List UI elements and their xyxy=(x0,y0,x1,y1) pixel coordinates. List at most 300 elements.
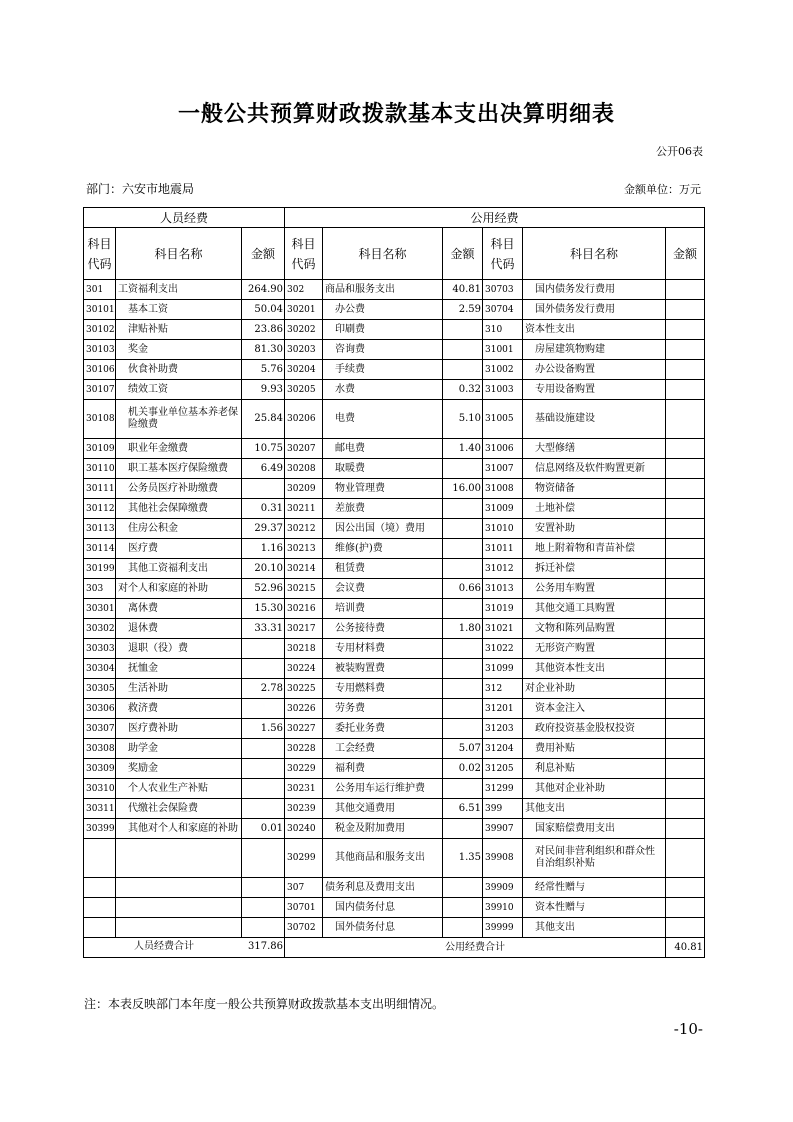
amount-unit-label: 金额单位：万元 xyxy=(624,183,701,196)
table-row xyxy=(84,878,705,898)
name-cell: 生活补助 xyxy=(116,679,242,699)
table-row xyxy=(84,459,705,479)
code-cell: 307 xyxy=(285,878,323,898)
amount-cell xyxy=(443,519,483,539)
table-row xyxy=(84,779,705,799)
amount-cell xyxy=(666,320,705,340)
table-row xyxy=(84,559,705,579)
amount-cell xyxy=(666,619,705,639)
name-cell: 其他工资福利支出 xyxy=(116,559,242,579)
code-cell: 30304 xyxy=(84,659,116,679)
code-cell: 30216 xyxy=(285,599,323,619)
name-cell: 文物和陈列品购置 xyxy=(523,619,666,639)
name-cell: 公务用车购置 xyxy=(523,579,666,599)
name-cell: 其他社会保障缴费 xyxy=(116,499,242,519)
name-cell: 绩效工资 xyxy=(116,380,242,400)
code-cell xyxy=(84,839,116,878)
code-cell: 30107 xyxy=(84,380,116,400)
name-cell xyxy=(116,898,242,918)
amount-cell xyxy=(242,659,285,679)
amount-cell xyxy=(443,679,483,699)
code-cell: 303 xyxy=(84,579,116,599)
code-cell: 399 xyxy=(483,799,523,819)
amount-cell xyxy=(666,459,705,479)
name-cell: 国内债务付息 xyxy=(323,898,443,918)
amount-cell: 1.56 xyxy=(242,719,285,739)
table-row xyxy=(84,819,705,839)
amount-cell: 0.02 xyxy=(443,759,483,779)
table-number: 公开06表 xyxy=(656,145,703,158)
table-row xyxy=(84,699,705,719)
code-cell: 30299 xyxy=(285,839,323,878)
name-cell: 资本金注入 xyxy=(523,699,666,719)
code-cell: 30701 xyxy=(285,898,323,918)
column-header-code: 科目代码 xyxy=(483,228,523,280)
table-row xyxy=(84,400,705,439)
column-header-code: 科目代码 xyxy=(285,228,323,280)
code-cell: 31013 xyxy=(483,579,523,599)
amount-cell xyxy=(443,459,483,479)
amount-cell xyxy=(666,699,705,719)
amount-cell xyxy=(242,799,285,819)
amount-cell: 2.78 xyxy=(242,679,285,699)
name-cell: 公务接待费 xyxy=(323,619,443,639)
name-cell: 国家赔偿费用支出 xyxy=(523,819,666,839)
amount-cell: 1.80 xyxy=(443,619,483,639)
amount-cell xyxy=(666,559,705,579)
name-cell: 水费 xyxy=(323,380,443,400)
code-cell: 30309 xyxy=(84,759,116,779)
name-cell: 拆迁补偿 xyxy=(523,559,666,579)
code-cell: 312 xyxy=(483,679,523,699)
name-cell: 医疗费 xyxy=(116,539,242,559)
code-cell: 31008 xyxy=(483,479,523,499)
amount-cell xyxy=(443,898,483,918)
amount-cell xyxy=(666,639,705,659)
code-cell: 30108 xyxy=(84,400,116,439)
code-cell: 30229 xyxy=(285,759,323,779)
name-cell: 咨询费 xyxy=(323,340,443,360)
name-cell: 其他商品和服务支出 xyxy=(323,839,443,878)
name-cell: 地上附着物和青苗补偿 xyxy=(523,539,666,559)
code-cell: 30225 xyxy=(285,679,323,699)
name-cell: 其他对企业补助 xyxy=(523,779,666,799)
code-cell: 30202 xyxy=(285,320,323,340)
name-cell: 邮电费 xyxy=(323,439,443,459)
amount-cell xyxy=(666,779,705,799)
table-row xyxy=(84,340,705,360)
name-cell: 代缴社会保险费 xyxy=(116,799,242,819)
name-cell: 利息补贴 xyxy=(523,759,666,779)
name-cell: 印刷费 xyxy=(323,320,443,340)
code-cell: 30303 xyxy=(84,639,116,659)
name-cell: 会议费 xyxy=(323,579,443,599)
name-cell: 租赁费 xyxy=(323,559,443,579)
name-cell: 其他对个人和家庭的补助 xyxy=(116,819,242,839)
code-cell: 30106 xyxy=(84,360,116,380)
name-cell: 离休费 xyxy=(116,599,242,619)
amount-cell xyxy=(666,400,705,439)
amount-cell xyxy=(242,779,285,799)
code-cell: 30214 xyxy=(285,559,323,579)
amount-cell xyxy=(666,918,705,938)
column-header-amount: 金额 xyxy=(443,228,483,280)
name-cell xyxy=(116,839,242,878)
amount-cell xyxy=(242,878,285,898)
name-cell: 伙食补助费 xyxy=(116,360,242,380)
code-cell: 30111 xyxy=(84,479,116,499)
code-cell: 30310 xyxy=(84,779,116,799)
code-cell: 30231 xyxy=(285,779,323,799)
code-cell: 30209 xyxy=(285,479,323,499)
code-cell: 30306 xyxy=(84,699,116,719)
amount-cell: 81.30 xyxy=(242,340,285,360)
name-cell: 电费 xyxy=(323,400,443,439)
name-cell: 政府投资基金股权投资 xyxy=(523,719,666,739)
code-cell: 30205 xyxy=(285,380,323,400)
amount-cell xyxy=(443,819,483,839)
code-cell: 30199 xyxy=(84,559,116,579)
amount-cell: 9.93 xyxy=(242,380,285,400)
code-cell: 310 xyxy=(483,320,523,340)
amount-cell xyxy=(242,639,285,659)
code-cell: 301 xyxy=(84,280,116,300)
amount-cell xyxy=(666,719,705,739)
table-row xyxy=(84,519,705,539)
code-cell: 30702 xyxy=(285,918,323,938)
name-cell xyxy=(116,918,242,938)
amount-cell xyxy=(666,898,705,918)
name-cell: 住房公积金 xyxy=(116,519,242,539)
personnel-total-cell xyxy=(84,938,285,958)
amount-cell: 5.07 xyxy=(443,739,483,759)
code-cell: 30224 xyxy=(285,659,323,679)
name-cell: 取暖费 xyxy=(323,459,443,479)
table-row xyxy=(84,739,705,759)
amount-cell xyxy=(666,360,705,380)
code-cell: 39999 xyxy=(483,918,523,938)
table-row xyxy=(84,659,705,679)
code-cell xyxy=(84,878,116,898)
amount-cell xyxy=(242,898,285,918)
table-row xyxy=(84,719,705,739)
name-cell: 房屋建筑物购建 xyxy=(523,340,666,360)
code-cell: 30102 xyxy=(84,320,116,340)
amount-cell: 40.81 xyxy=(443,280,483,300)
name-cell: 基础设施建设 xyxy=(523,400,666,439)
amount-cell xyxy=(666,380,705,400)
name-cell: 工会经费 xyxy=(323,739,443,759)
code-cell: 30226 xyxy=(285,699,323,719)
name-cell: 费用补贴 xyxy=(523,739,666,759)
amount-cell xyxy=(666,679,705,699)
column-header-name: 科目名称 xyxy=(116,228,242,280)
code-cell: 30101 xyxy=(84,300,116,320)
code-cell: 31011 xyxy=(483,539,523,559)
amount-cell: 33.31 xyxy=(242,619,285,639)
amount-cell xyxy=(666,878,705,898)
table-row xyxy=(84,479,705,499)
code-cell: 31002 xyxy=(483,360,523,380)
name-cell: 抚恤金 xyxy=(116,659,242,679)
amount-cell xyxy=(666,759,705,779)
code-cell xyxy=(84,918,116,938)
amount-cell: 2.59 xyxy=(443,300,483,320)
name-cell: 奖励金 xyxy=(116,759,242,779)
code-cell: 30399 xyxy=(84,819,116,839)
code-cell: 39909 xyxy=(483,878,523,898)
name-cell: 安置补助 xyxy=(523,519,666,539)
amount-cell: 0.66 xyxy=(443,579,483,599)
amount-cell xyxy=(443,779,483,799)
group-header-personnel: 人员经费 xyxy=(84,208,285,228)
name-cell: 机关事业单位基本养老保险缴费 xyxy=(116,400,242,439)
code-cell: 30218 xyxy=(285,639,323,659)
amount-cell: 25.84 xyxy=(242,400,285,439)
amount-cell: 15.30 xyxy=(242,599,285,619)
code-cell: 31003 xyxy=(483,380,523,400)
table-row xyxy=(84,300,705,320)
code-cell: 30110 xyxy=(84,459,116,479)
amount-cell: 1.16 xyxy=(242,539,285,559)
name-cell: 其他交通工具购置 xyxy=(523,599,666,619)
code-cell: 30201 xyxy=(285,300,323,320)
name-cell: 奖金 xyxy=(116,340,242,360)
code-cell: 39910 xyxy=(483,898,523,918)
name-cell: 经常性赠与 xyxy=(523,878,666,898)
column-header-code: 科目代码 xyxy=(84,228,116,280)
name-cell: 培训费 xyxy=(323,599,443,619)
code-cell: 30227 xyxy=(285,719,323,739)
name-cell: 其他支出 xyxy=(523,918,666,938)
amount-cell: 6.51 xyxy=(443,799,483,819)
name-cell: 差旅费 xyxy=(323,499,443,519)
name-cell: 福利费 xyxy=(323,759,443,779)
code-cell: 30239 xyxy=(285,799,323,819)
code-cell: 31021 xyxy=(483,619,523,639)
code-cell: 30704 xyxy=(483,300,523,320)
name-cell: 大型修缮 xyxy=(523,439,666,459)
amount-cell xyxy=(666,439,705,459)
column-header-amount: 金额 xyxy=(242,228,285,280)
name-cell: 津贴补贴 xyxy=(116,320,242,340)
amount-cell: 50.04 xyxy=(242,300,285,320)
amount-cell xyxy=(666,340,705,360)
name-cell: 专用设备购置 xyxy=(523,380,666,400)
name-cell: 退职（役）费 xyxy=(116,639,242,659)
code-cell: 30305 xyxy=(84,679,116,699)
page-number: -10- xyxy=(673,1020,703,1038)
amount-cell xyxy=(666,519,705,539)
code-cell: 30211 xyxy=(285,499,323,519)
code-cell: 31201 xyxy=(483,699,523,719)
name-cell: 其他资本性支出 xyxy=(523,659,666,679)
code-cell: 30308 xyxy=(84,739,116,759)
code-cell: 30302 xyxy=(84,619,116,639)
table-row xyxy=(84,619,705,639)
code-cell: 31005 xyxy=(483,400,523,439)
name-cell: 对个人和家庭的补助 xyxy=(116,579,242,599)
table-note: 注：本表反映部门本年度一般公共预算财政拨款基本支出明细情况。 xyxy=(84,997,445,1011)
amount-cell: 1.40 xyxy=(443,439,483,459)
name-cell: 劳务费 xyxy=(323,699,443,719)
name-cell: 债务利息及费用支出 xyxy=(323,878,443,898)
amount-cell xyxy=(666,280,705,300)
amount-cell xyxy=(666,599,705,619)
code-cell: 31010 xyxy=(483,519,523,539)
code-cell: 31019 xyxy=(483,599,523,619)
name-cell xyxy=(116,878,242,898)
public-total-value: 40.81 xyxy=(666,938,705,958)
code-cell: 30307 xyxy=(84,719,116,739)
amount-cell xyxy=(666,659,705,679)
table-row xyxy=(84,759,705,779)
amount-cell: 0.31 xyxy=(242,499,285,519)
amount-cell xyxy=(242,839,285,878)
name-cell: 个人农业生产补贴 xyxy=(116,779,242,799)
name-cell: 手续费 xyxy=(323,360,443,380)
code-cell: 31006 xyxy=(483,439,523,459)
column-header-amount: 金额 xyxy=(666,228,705,280)
amount-cell xyxy=(443,659,483,679)
name-cell: 对民间非营利组织和群众性自治组织补贴 xyxy=(523,839,666,878)
table-row xyxy=(84,360,705,380)
name-cell: 职工基本医疗保险缴费 xyxy=(116,459,242,479)
amount-cell xyxy=(666,739,705,759)
code-cell: 31099 xyxy=(483,659,523,679)
amount-cell xyxy=(666,479,705,499)
amount-cell xyxy=(242,918,285,938)
table-row xyxy=(84,439,705,459)
name-cell: 国外债务发行费用 xyxy=(523,300,666,320)
name-cell: 职业年金缴费 xyxy=(116,439,242,459)
name-cell: 资本性支出 xyxy=(523,320,666,340)
table-row xyxy=(84,639,705,659)
personnel-total-value: 317.86 xyxy=(248,941,283,952)
amount-cell xyxy=(666,300,705,320)
amount-cell xyxy=(443,599,483,619)
amount-cell xyxy=(443,320,483,340)
code-cell: 30204 xyxy=(285,360,323,380)
amount-cell: 52.96 xyxy=(242,579,285,599)
code-cell: 31009 xyxy=(483,499,523,519)
amount-cell: 20.10 xyxy=(242,559,285,579)
amount-cell: 0.32 xyxy=(443,380,483,400)
amount-cell xyxy=(242,699,285,719)
amount-cell xyxy=(443,699,483,719)
amount-cell: 29.37 xyxy=(242,519,285,539)
name-cell: 救济费 xyxy=(116,699,242,719)
code-cell: 31012 xyxy=(483,559,523,579)
code-cell: 31001 xyxy=(483,340,523,360)
name-cell: 助学金 xyxy=(116,739,242,759)
code-cell: 30215 xyxy=(285,579,323,599)
code-cell: 30228 xyxy=(285,739,323,759)
code-cell: 30114 xyxy=(84,539,116,559)
name-cell: 其他交通费用 xyxy=(323,799,443,819)
amount-cell xyxy=(443,340,483,360)
name-cell: 专用燃料费 xyxy=(323,679,443,699)
amount-cell xyxy=(666,499,705,519)
code-cell: 30113 xyxy=(84,519,116,539)
table-row xyxy=(84,918,705,938)
group-header-public: 公用经费 xyxy=(285,208,705,228)
amount-cell xyxy=(666,819,705,839)
name-cell: 维修(护)费 xyxy=(323,539,443,559)
name-cell: 因公出国（境）费用 xyxy=(323,519,443,539)
amount-cell xyxy=(666,799,705,819)
table-row xyxy=(84,539,705,559)
code-cell: 30207 xyxy=(285,439,323,459)
table-row xyxy=(84,839,705,878)
code-cell: 30217 xyxy=(285,619,323,639)
code-cell: 30212 xyxy=(285,519,323,539)
table-row xyxy=(84,499,705,519)
amount-cell: 23.86 xyxy=(242,320,285,340)
public-total-label: 公用经费合计 xyxy=(285,938,666,958)
name-cell: 办公设备购置 xyxy=(523,360,666,380)
code-cell: 31007 xyxy=(483,459,523,479)
code-cell: 30213 xyxy=(285,539,323,559)
name-cell: 物业管理费 xyxy=(323,479,443,499)
code-cell: 302 xyxy=(285,280,323,300)
personnel-total-label: 人员经费合计 xyxy=(134,941,194,952)
code-cell: 39908 xyxy=(483,839,523,878)
page-title: 一般公共预算财政拨款基本支出决算明细表 xyxy=(177,101,615,127)
code-cell: 30208 xyxy=(285,459,323,479)
table-row xyxy=(84,320,705,340)
code-cell: 39907 xyxy=(483,819,523,839)
amount-cell: 264.90 xyxy=(242,280,285,300)
name-cell: 土地补偿 xyxy=(523,499,666,519)
amount-cell: 1.35 xyxy=(443,839,483,878)
code-cell: 30203 xyxy=(285,340,323,360)
name-cell: 对企业补助 xyxy=(523,679,666,699)
expenditure-detail-table xyxy=(83,207,705,958)
code-cell: 31022 xyxy=(483,639,523,659)
name-cell: 商品和服务支出 xyxy=(323,280,443,300)
code-cell: 30109 xyxy=(84,439,116,459)
table-row xyxy=(84,380,705,400)
amount-cell xyxy=(443,639,483,659)
name-cell: 其他支出 xyxy=(523,799,666,819)
amount-cell xyxy=(242,479,285,499)
name-cell: 工资福利支出 xyxy=(116,280,242,300)
name-cell: 基本工资 xyxy=(116,300,242,320)
code-cell: 30301 xyxy=(84,599,116,619)
name-cell: 税金及附加费用 xyxy=(323,819,443,839)
name-cell: 资本性赠与 xyxy=(523,898,666,918)
code-cell: 30311 xyxy=(84,799,116,819)
amount-cell xyxy=(443,719,483,739)
code-cell: 30103 xyxy=(84,340,116,360)
amount-cell xyxy=(443,559,483,579)
amount-cell xyxy=(666,539,705,559)
column-header-name: 科目名称 xyxy=(523,228,666,280)
amount-cell xyxy=(666,839,705,878)
table-row xyxy=(84,280,705,300)
code-cell: 31299 xyxy=(483,779,523,799)
name-cell: 退休费 xyxy=(116,619,242,639)
table-row xyxy=(84,799,705,819)
amount-cell: 5.10 xyxy=(443,400,483,439)
amount-cell: 6.49 xyxy=(242,459,285,479)
amount-cell xyxy=(242,759,285,779)
name-cell: 物资储备 xyxy=(523,479,666,499)
column-header-name: 科目名称 xyxy=(323,228,443,280)
amount-cell xyxy=(666,579,705,599)
name-cell: 办公费 xyxy=(323,300,443,320)
